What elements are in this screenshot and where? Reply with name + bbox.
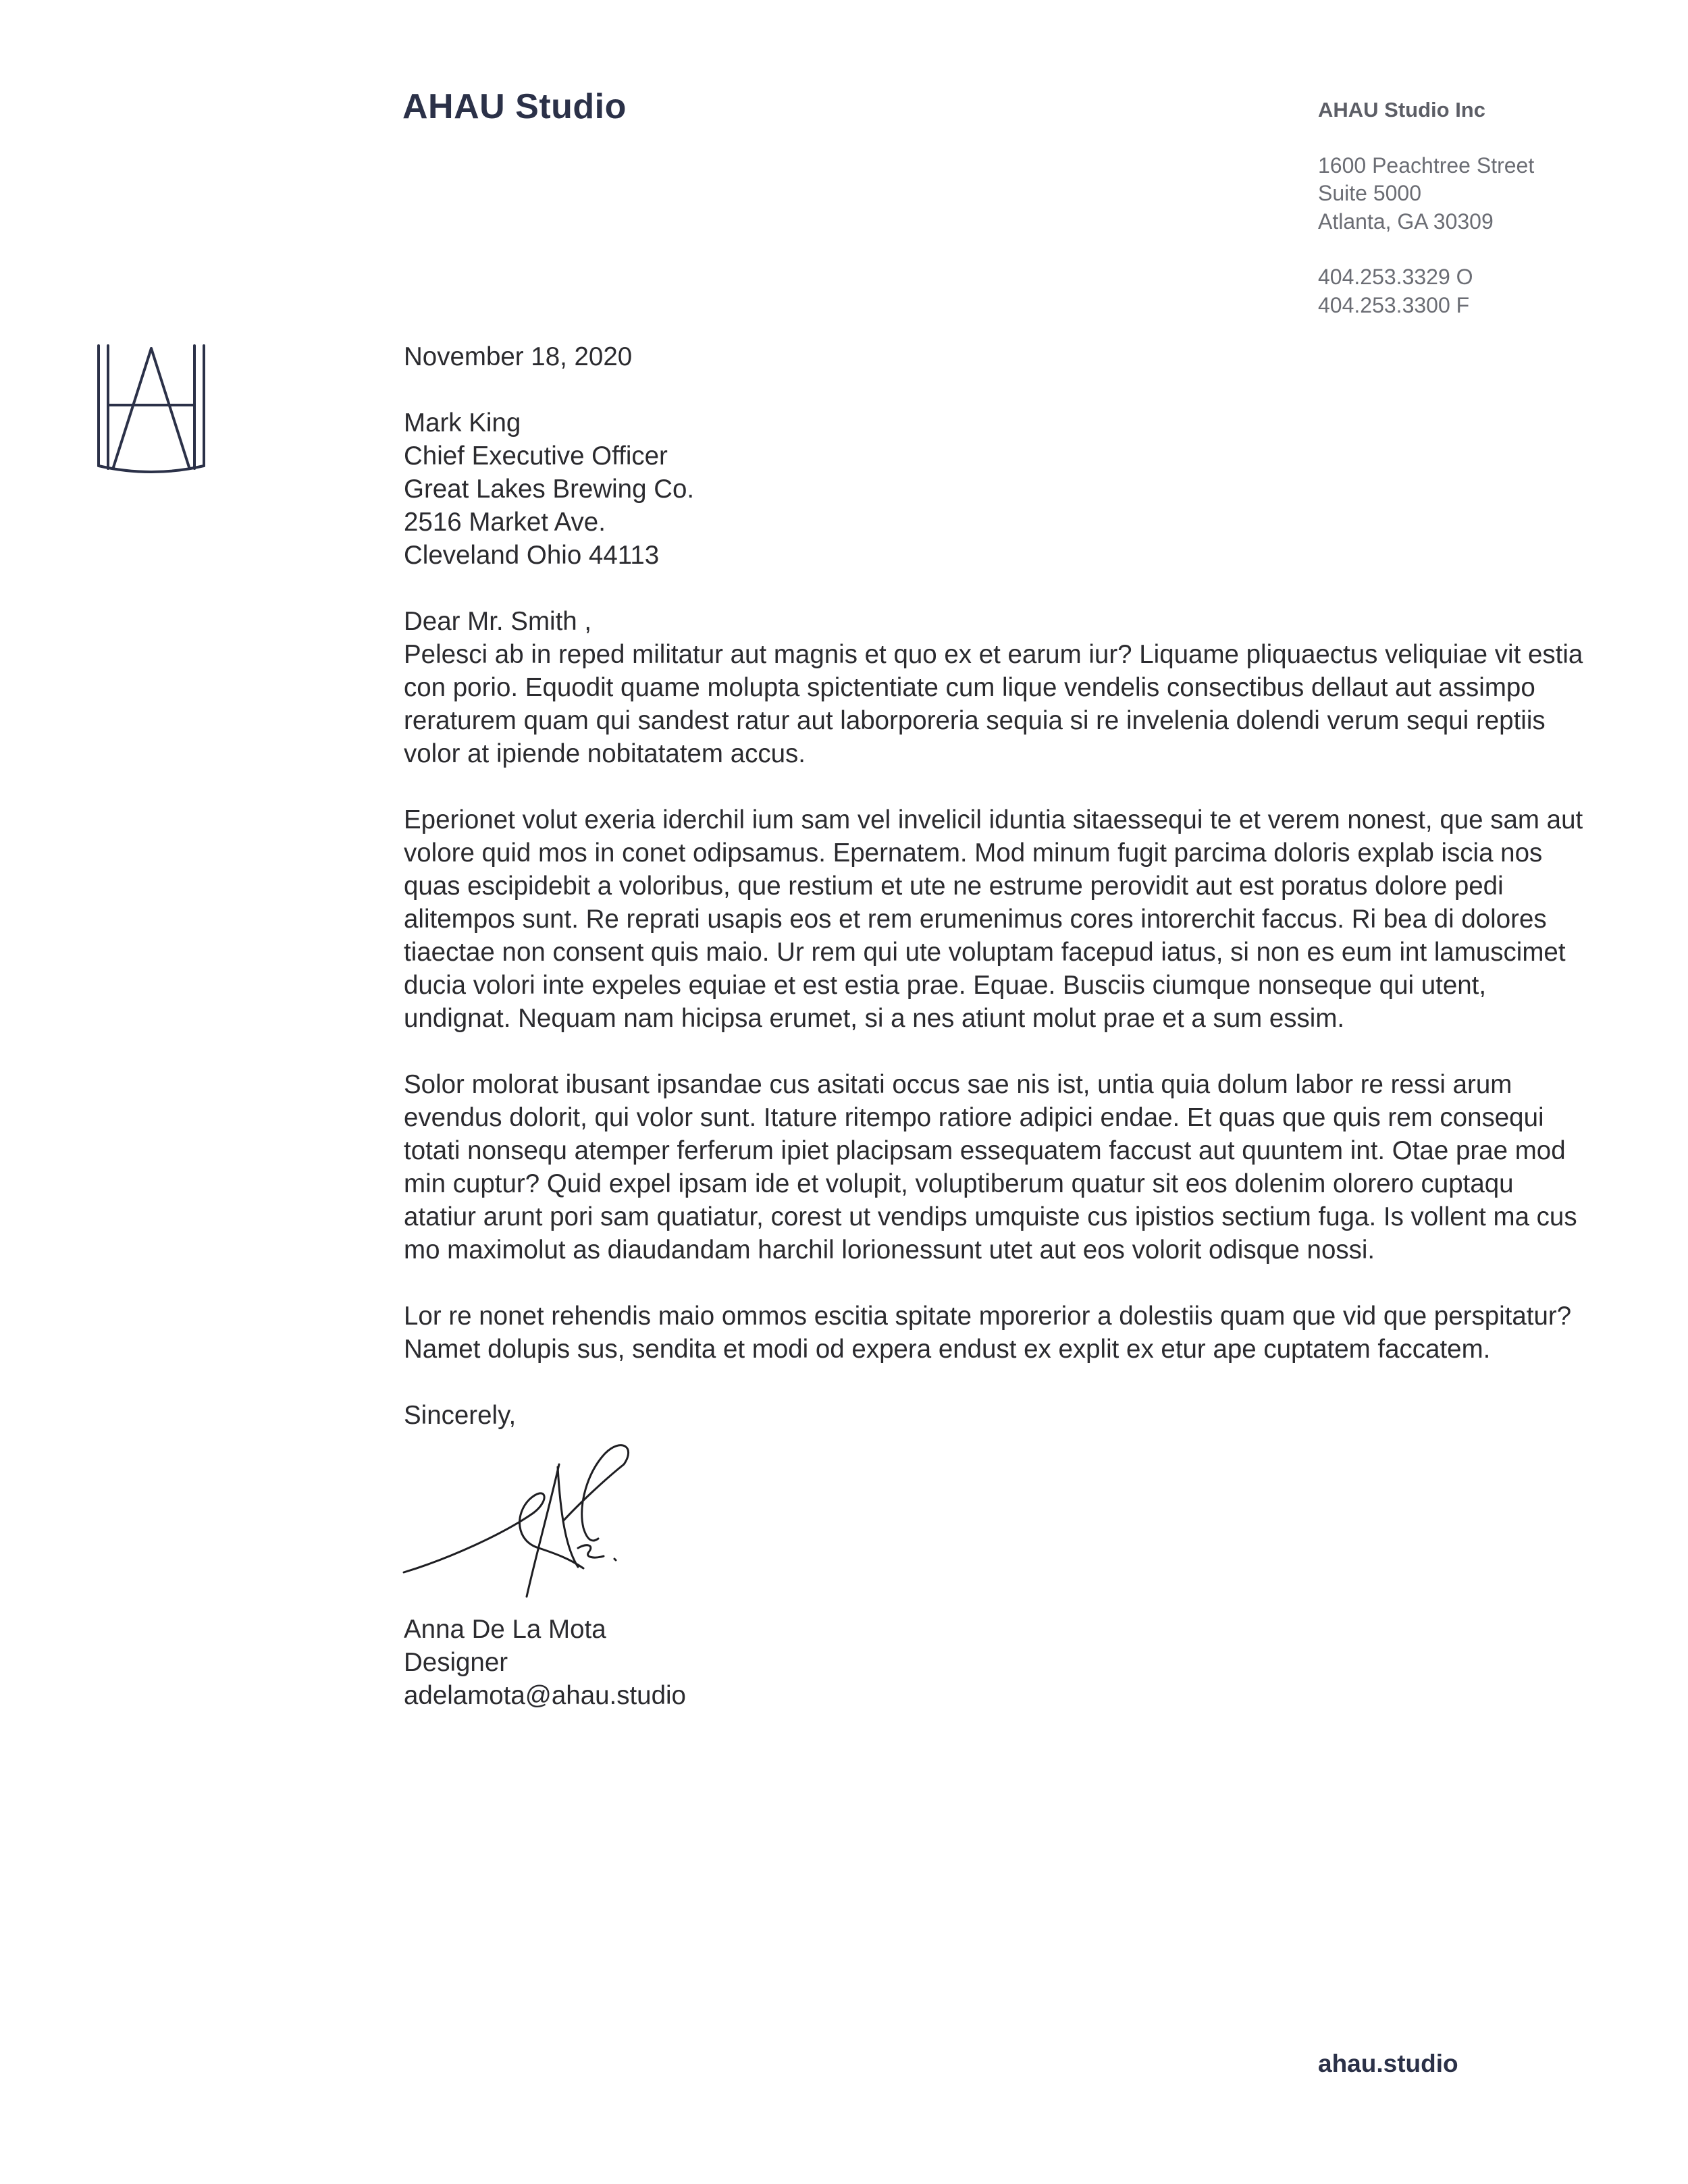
signer-block bbox=[404, 1613, 1592, 1712]
letter-date: November 18, 2020 bbox=[404, 342, 633, 371]
signer-title: Designer bbox=[404, 1648, 508, 1677]
brand-title: AHAU Studio bbox=[402, 87, 627, 126]
recipient-title: Chief Executive Officer bbox=[404, 442, 668, 471]
address-line-3: Atlanta, GA 30309 bbox=[1318, 209, 1494, 234]
footer-domain: ahau.studio bbox=[1318, 2050, 1458, 2077]
salutation: Dear Mr. Smith , bbox=[404, 607, 592, 636]
recipient-street: 2516 Market Ave. bbox=[404, 508, 606, 537]
handwritten-signature-icon bbox=[401, 1440, 631, 1609]
recipient-block bbox=[404, 406, 1592, 572]
recipient-name: Mark King bbox=[404, 408, 521, 437]
paragraph: Eperionet volut exeria iderchil ium sam vel invelicil iduntia sitaessequi te et verem nonest, que sam aut volore quid mos in conet odipsamus. Epernatem. Mod minum fugit parcima doloris explab iscia nos quas escipidebit a voloribus, que restium et ute ne estrume perovidit aut est poratus dolore pedi alitempos sunt. Re reprati usapis eos et rem erumenimus cores intorerchit faccus. Ri bea di dolores tiaectae non consent quis maio. Ur rem qui ute voluptam facepud iatus, si non es eum int lamuscimet ducia volori inte expeles equiae et est estia prae. Equae. Busciis ciumque nonseque qui utent, undignat. Nequam nam hicipsa erumet, si a nes atiunt molut prae et a sum essim. bbox=[404, 805, 1583, 1033]
address-line-1: 1600 Peachtree Street bbox=[1318, 153, 1535, 178]
letter-body bbox=[404, 340, 1592, 1712]
phone-fax: 404.253.3300 F bbox=[1318, 292, 1470, 317]
paragraph: Pelesci ab in reped militatur aut magnis et quo ex et earum iur? Liquame pliquaectus veliquiae vit estia con porio. Equodit quame molupta spictentiate cum lique vendelis consectibus dellaut aut assimpo reraturem quam qui sandest ratur aut laborporeria sequia si re invelenia dolendi verum sequi reptiis volor at ipiende nobitatatem accus. bbox=[404, 640, 1583, 768]
signer-email: adelamota@ahau.studio bbox=[404, 1681, 686, 1710]
recipient-company: Great Lakes Brewing Co. bbox=[404, 475, 695, 504]
paragraph: Solor molorat ibusant ipsandae cus asitati occus sae nis ist, untia quia dolum labor re ressi arum evendus dolorit, qui volor sunt. Itature ritempo ratiore adipici endae. Et quas que quis rem consequi totati nonsequ atemper ferferum ipiet placipsam essequatem faccust aut quuntem int. Otae prae mod min cuptur? Quid expel ipsam ide et volupit, voluptiberum quatur sit eos dolenim olorero cuptaqu atatiur arunt pori sam quatiatur, corest ut vendips umquiste cus ipistios sectium fuga. Is vollent ma cus mo maximolut as diaudandam harchil lorionessunt utet aut eos volorit odisque nossi. bbox=[404, 1070, 1577, 1264]
company-contact-block bbox=[1318, 96, 1642, 319]
company-name: AHAU Studio Inc bbox=[1318, 98, 1485, 122]
signer-name: Anna De La Mota bbox=[404, 1615, 606, 1644]
phone-office: 404.253.3329 O bbox=[1318, 265, 1473, 289]
address-line-2: Suite 5000 bbox=[1318, 181, 1422, 205]
ahau-monogram-icon bbox=[96, 343, 207, 475]
recipient-city: Cleveland Ohio 44113 bbox=[404, 541, 660, 570]
paragraph: Lor re nonet rehendis maio ommos escitia spitate mporerior a dolestiis quam que vid que perspitatur? Namet dolupis sus, sendita et modi od expera endust ex explit ex etur ape cuptatem faccatem. bbox=[404, 1302, 1572, 1364]
closing: Sincerely, bbox=[404, 1401, 517, 1430]
